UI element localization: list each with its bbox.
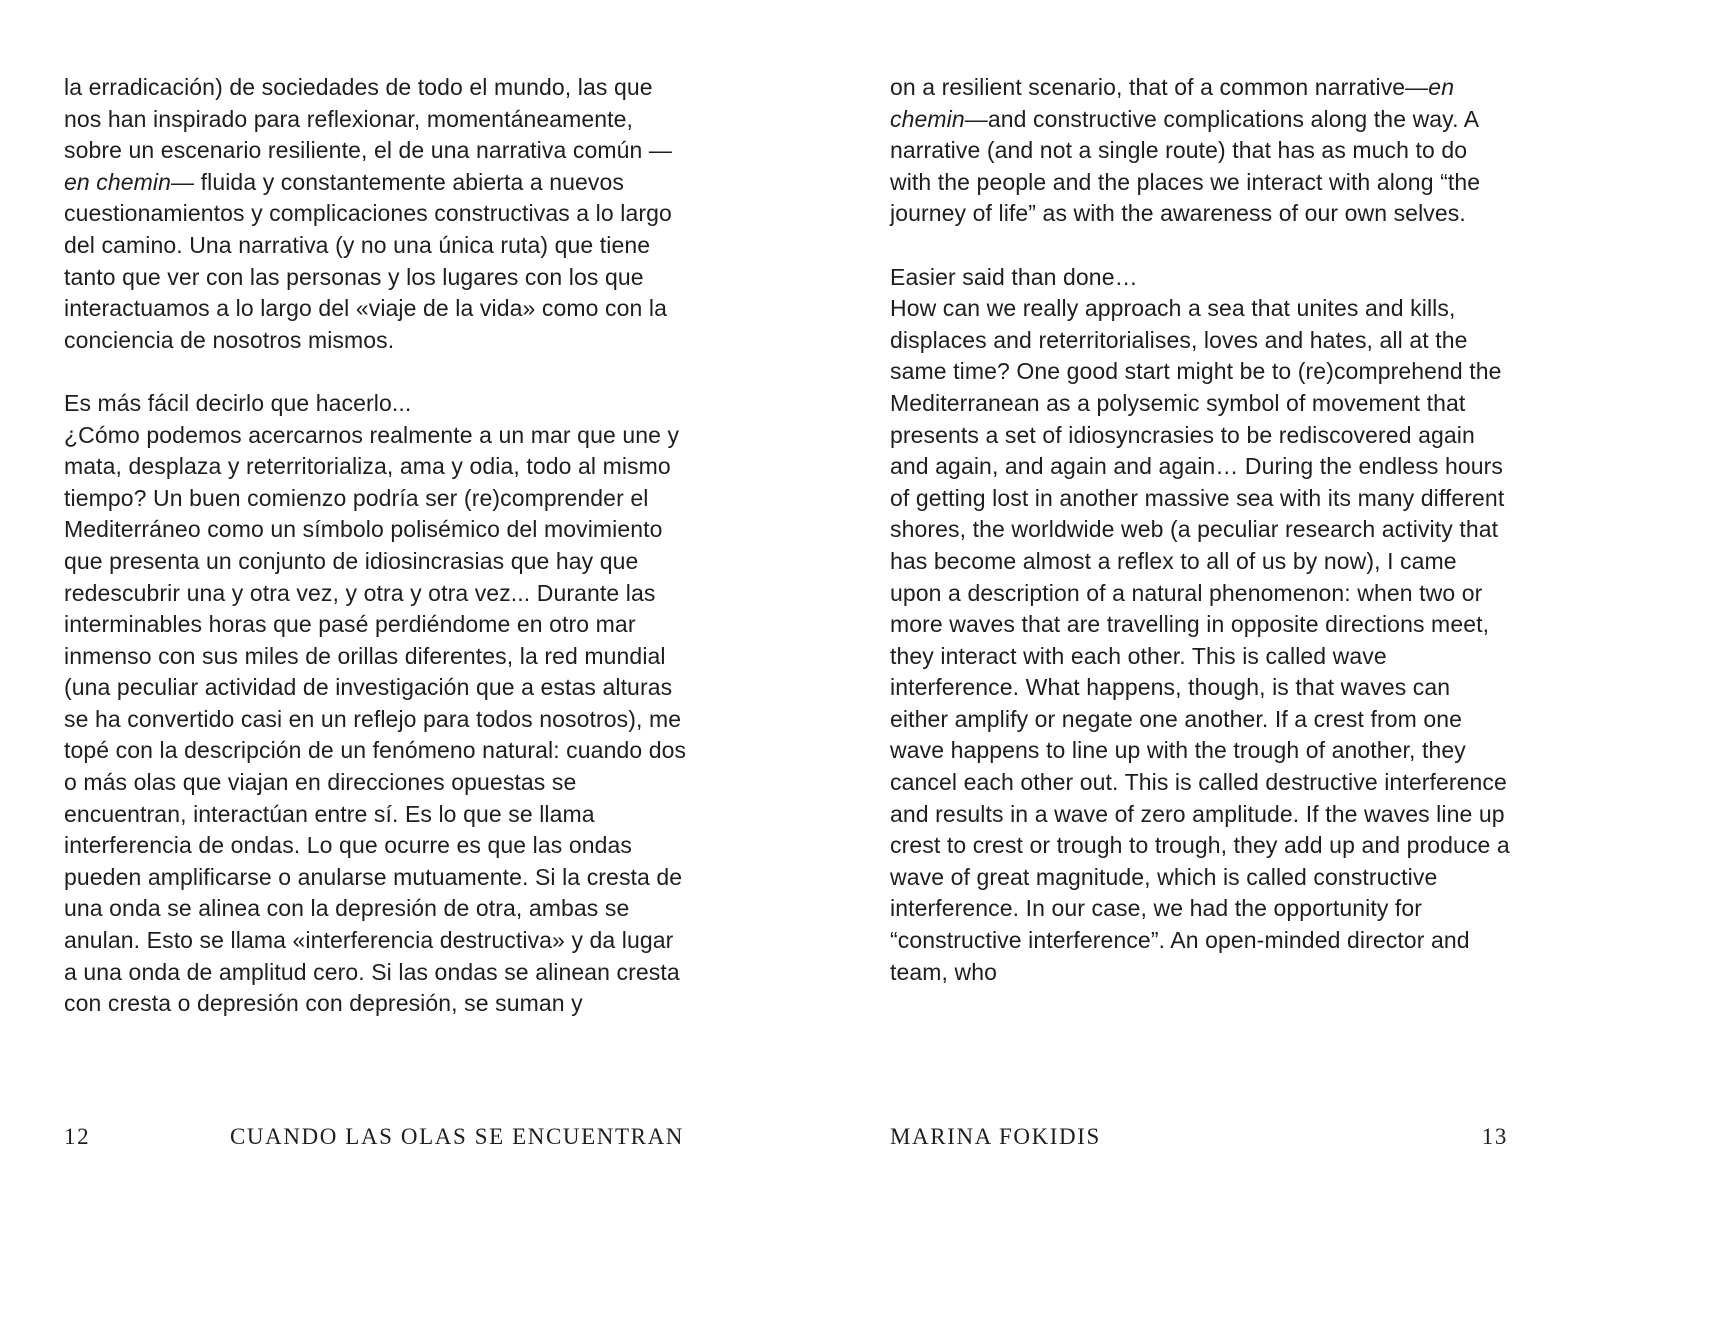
left-page-footer bbox=[64, 1124, 684, 1150]
italic-text-run: en chemin bbox=[890, 74, 1455, 132]
paragraph-break bbox=[64, 356, 688, 388]
right-page-footer bbox=[890, 1124, 1508, 1150]
paragraph-break bbox=[890, 230, 1514, 262]
text-run: ¿Cómo podemos acercarnos realmente a un mar que une y mata, desplaza y reterritorializa, ama y odia, todo al mismo tiempo? Un buen comienzo podría ser (re)comprender el Mediterráneo como un símbolo polisémico del movimiento que presenta un conjunto de idiosincrasias que hay que redescubrir una y otra vez, y otra y otra vez... Durante las interminables horas que pasé perdiéndome en otro mar inmenso con sus miles de orillas diferentes, la red mundial (una peculiar actividad de investigación que a estas alturas se ha convertido casi en un reflejo para todos nosotros), me topé con la descripción de un fenómeno natural: cuando dos o más olas que viajan en direcciones opuestas se encuentran, interactúan entre sí. Es lo que se llama interferencia de ondas. Lo que ocurre es que las ondas pueden amplificarse o anularse mutuamente. Si la cresta de una onda se alinea con la depresión de otra, ambas se anulan. Esto se llama «interferencia destructiva» y da lugar a una onda de amplitud cero. Si las ondas se alinean cresta con cresta o depresión con depresión, se suman y bbox=[64, 421, 687, 1017]
paragraph bbox=[890, 72, 1514, 230]
left-running-title: CUANDO LAS OLAS SE ENCUENTRAN bbox=[229, 1124, 684, 1149]
right-running-author: MARINA FOKIDIS bbox=[890, 1124, 1101, 1149]
text-run: Easier said than done… bbox=[890, 263, 1138, 290]
paragraph bbox=[64, 420, 688, 1020]
text-run: Es más fácil decirlo que hacerlo... bbox=[64, 389, 412, 416]
italic-text-run: en chemin bbox=[64, 168, 172, 195]
text-run: la erradicación) de sociedades de todo el mundo, las que nos han inspirado para reflexionar, momentáneamente, sobre un escenario resiliente, el de una narrativa común — bbox=[64, 74, 672, 164]
paragraph bbox=[64, 72, 688, 356]
text-run: — fluida y constantemente abierta a nuevos cuestionamientos y complicaciones constructivas a lo largo del camino. Una narrativa (y no una única ruta) que tiene tanto que ver con las personas y los lugares con los que interactuamos a lo largo del «viaje de la vida» como con la conciencia de nosotros mismos. bbox=[64, 168, 672, 353]
text-run: on a resilient scenario, that of a common narrative— bbox=[890, 74, 1429, 100]
text-run: How can we really approach a sea that unites and kills, displaces and reterritorialises, loves and hates, all at the same time? One good start might be to (re)comprehend the Mediterranean as a polysemic symbol of movement that presents a set of idiosyncrasies to be rediscovered again and again, and again and again… During the endless hours of getting lost in another massive sea with its many different shores, the worldwide web (a peculiar research activity that has become almost a reflex to all of us by now), I came upon a description of a natural phenomenon: when two or more waves that are travelling in opposite directions meet, they interact with each other. This is called wave interference. What happens, though, is that waves can either amplify or negate one another. If a crest from one wave happens to line up with the trough of another, they cancel each other out. This is called destructive interference and results in a wave of zero amplitude. If the waves line up crest to crest or trough to trough, they add up and produce a wave of great magnitude, which is called constructive interference. In our case, we had the opportunity for “constructive interference”. An open-minded director and team, who bbox=[890, 295, 1510, 985]
right-page-body-text bbox=[890, 72, 1514, 988]
left-page-body-text bbox=[64, 72, 688, 1020]
text-run: —and constructive complications along the way. A narrative (and not a single route) that has as much to do with the people and the places we interact with along “the journey of life” as with the awareness of our own selves. bbox=[890, 105, 1481, 227]
left-page-number: 12 bbox=[64, 1124, 91, 1149]
paragraph bbox=[64, 388, 688, 420]
paragraph bbox=[890, 262, 1514, 294]
right-page-number: 13 bbox=[1481, 1124, 1508, 1149]
paragraph bbox=[890, 293, 1514, 988]
